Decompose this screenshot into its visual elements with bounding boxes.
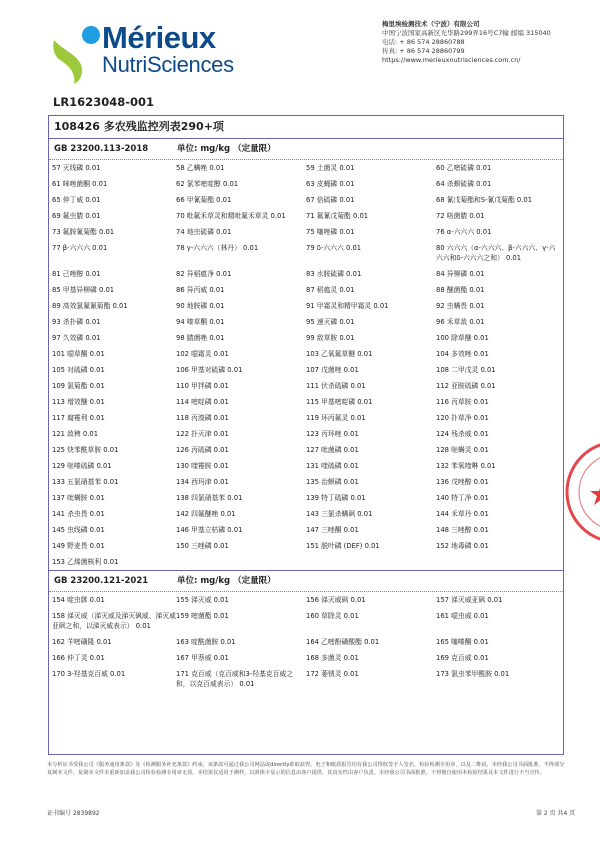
pesticide-item: 162 苄嘧磺隆 0.01 [52,638,112,646]
pesticide-item: 160 草除灵 0.01 [306,612,359,620]
company-name: 梅里埃检测技术（宁波）有限公司 [382,20,480,28]
pesticide-item: 124 残杀威 0.01 [436,430,489,438]
pesticide-item: 127 吡菌磷 0.01 [306,446,359,454]
pesticide-item: 81 己唑醇 0.01 [52,270,101,278]
pesticide-item: 109 氯菊酯 0.01 [52,382,105,390]
pesticide-item: 66 甲氰菊酯 0.01 [176,196,232,204]
pesticide-item: 85 甲基异柳磷 0.01 [52,286,115,294]
pesticide-item: 65 仲丁威 0.01 [52,196,101,204]
page-number: 第 2 页 共4 页 [536,810,576,817]
pesticide-item: 62 氯苯嘧啶醇 0.01 [176,180,239,188]
pesticide-item: 116 丙草胺 0.01 [436,398,489,406]
unit-label: 单位: mg/kg （定量限） [176,576,276,586]
pesticide-item: 88 醚菌酯 0.01 [436,286,485,294]
pesticide-item: 126 丙硫磷 0.01 [176,446,229,454]
pesticide-item: 110 甲拌磷 0.01 [176,382,229,390]
pesticide-item: 139 特丁硫磷 0.01 [306,494,366,502]
leaf-logo-icon [52,36,84,84]
pesticide-item: 94 嗪草酮 0.01 [176,318,225,326]
pesticide-item: 87 稻瘟灵 0.01 [306,286,355,294]
pesticide-item: 123 丙环唑 0.01 [306,430,359,438]
pesticide-item: 95 速灭磷 0.01 [306,318,355,326]
pesticide-item: 158 涕灭威（涕灭威及涕灭砜威、涕灭威亚砜之和，以涕灭威表示） 0.01 [52,612,176,630]
pesticide-item: 137 吡螨胺 0.01 [52,494,105,502]
pesticide-item: 103 乙氧氟草醚 0.01 [306,350,373,358]
pesticide-item: 115 甲基嘧啶磷 0.01 [306,398,373,406]
pesticide-item: 68 氰戊菊酯和S-氰戊菊酯 0.01 [436,196,533,204]
logo-dot-icon [82,26,100,44]
pesticide-item: 74 地虫硫磷 0.01 [176,228,232,236]
pesticide-item: 121 敌稗 0.01 [52,430,99,438]
pesticide-item: 82 异稻瘟净 0.01 [176,270,232,278]
pesticide-item: 102 噁霜灵 0.01 [176,350,229,358]
pesticide-item: 77 β-六六六 0.01 [52,244,108,252]
pesticide-item: 131 喹硫磷 0.01 [306,462,359,470]
pesticide-item: 79 δ-六六六 0.01 [306,244,362,252]
pesticide-item: 114 嘧啶磷 0.01 [176,398,229,406]
company-info [382,20,551,65]
pesticide-item: 92 虫螨畏 0.01 [436,302,485,310]
pesticide-item: 172 萎锈灵 0.01 [306,670,359,678]
pesticide-item: 105 对硫磷 0.01 [52,366,105,374]
pesticide-item: 64 杀螟硫磷 0.01 [436,180,492,188]
pesticide-table [48,115,564,755]
pesticide-item: 78 γ-六六六（林丹） 0.01 [176,244,259,252]
pesticide-item: 76 α-六六六 0.01 [436,228,492,236]
pesticide-item: 128 哒螨灵 0.01 [436,446,489,454]
pesticide-item: 135 治螟磷 0.01 [306,478,359,486]
pesticide-item: 159 嘧菌酯 0.01 [176,612,229,620]
pesticide-item: 84 异柳磷 0.01 [436,270,485,278]
pesticide-item: 148 三唑醇 0.01 [436,526,489,534]
section-header-1 [49,139,563,160]
pesticide-item: 170 3-羟基克百威 0.01 [52,670,126,678]
pesticide-item: 100 除草醚 0.01 [436,334,489,342]
pesticide-item: 156 涕灭威砜 0.01 [306,596,366,604]
pesticide-item: 118 丙溴磷 0.01 [176,414,229,422]
section-header-2 [49,570,563,592]
pesticide-item: 98 腈菌唑 0.01 [176,334,225,342]
pesticide-item: 104 多效唑 0.01 [436,350,489,358]
standard-code: GB 23200.113-2018 [54,144,149,154]
pesticide-item: 69 氟虫腈 0.01 [52,212,101,220]
pesticide-item: 149 野麦畏 0.01 [52,542,105,550]
pesticide-item: 145 虫线磷 0.01 [52,526,105,534]
pesticide-item: 150 三唑磷 0.01 [176,542,229,550]
pesticide-item: 86 异丙威 0.01 [176,286,225,294]
standard-code: GB 23200.121-2021 [54,576,149,586]
pesticide-item: 169 克百威 0.01 [436,654,489,662]
pesticide-item: 90 地胺磷 0.01 [176,302,225,310]
pesticide-item: 129 哒嗪硫磷 0.01 [52,462,112,470]
pesticide-item: 119 环丙氟灵 0.01 [306,414,366,422]
pesticide-item: 171 克百威（克百威和3-羟基克百威之和，以克百威表示） 0.01 [176,670,294,688]
pesticide-item: 112 亚胺硫磷 0.01 [436,382,496,390]
pesticide-item: 89 高效氯氟氰菊酯 0.01 [52,302,128,310]
company-address: 中国宁波国家高新区光华路299弄16号C7幢 邮编 315040 [382,29,551,37]
pesticide-item: 113 增效醚 0.01 [52,398,105,406]
logo-text-merieux: Mérieux [102,20,216,55]
pesticide-item: 140 特丁净 0.01 [436,494,489,502]
pesticide-item: 63 皮蝇磷 0.01 [306,180,355,188]
pesticide-item: 67 倍硫磷 0.01 [306,196,355,204]
pesticide-item: 161 噁虫威 0.01 [436,612,489,620]
pesticide-item: 61 咪唑菌酮 0.01 [52,180,108,188]
pesticide-item: 133 五氯硝基苯 0.01 [52,478,119,486]
pesticide-item: 75 噻唑磷 0.01 [306,228,355,236]
pesticide-item: 136 戊唑醇 0.01 [436,478,489,486]
pesticide-item: 60 乙嘧硫磷 0.01 [436,164,492,172]
pesticide-item: 166 仲丁灵 0.01 [52,654,105,662]
pesticide-item: 164 乙嘧酚磺酸酯 0.01 [306,638,380,646]
pesticide-item: 107 戊菌唑 0.01 [306,366,359,374]
pesticide-item: 80 六六六（α-六六六、β-六六六、γ-六六六和δ-六六六之和） 0.01 [436,244,556,262]
pesticide-item: 72 咯菌腈 0.01 [436,212,485,220]
pesticide-item: 120 扑草净 0.01 [436,414,489,422]
pesticide-item: 154 啶虫脒 0.01 [52,596,105,604]
pesticide-item: 57 灭线磷 0.01 [52,164,101,172]
pesticide-item: 93 杀扑磷 0.01 [52,318,101,326]
pesticide-item: 146 甲基立枯磷 0.01 [176,526,243,534]
pesticide-item: 97 久效磷 0.01 [52,334,101,342]
company-phone: 电话: + 86 574 28860788 [382,38,465,46]
pesticide-item: 71 氟氰戊菊酯 0.01 [306,212,369,220]
company-website[interactable]: https://www.merieuxnutrisciences.com.cn/ [382,56,521,64]
pesticide-item: 130 喹霉胺 0.01 [176,462,229,470]
pesticide-item: 143 三氯杀螨砜 0.01 [306,510,373,518]
pesticide-item: 125 炔苯酰草胺 0.01 [52,446,119,454]
company-fax: 传真: + 86 574 28860799 [382,47,465,55]
pesticide-item: 138 四氯硝基苯 0.01 [176,494,243,502]
official-seal-stamp [562,432,600,552]
certificate-number: 证书编号 2839892 [47,810,100,817]
pesticide-item: 151 脱叶磷 (DEF) 0.01 [306,542,380,550]
section-grid-1 [49,160,563,570]
pesticide-item: 163 啶酰菌胺 0.01 [176,638,236,646]
pesticide-item: 152 地毒磷 0.01 [436,542,489,550]
pesticide-item: 173 氯虫苯甲酰胺 0.01 [436,670,510,678]
company-logo [52,20,234,84]
section-grid-2 [49,592,563,692]
table-title: 108426 多农残监控列表290+项 [49,116,563,139]
pesticide-item: 144 禾草丹 0.01 [436,510,489,518]
pesticide-item: 111 伏杀硫磷 0.01 [306,382,366,390]
logo-text-nutrisciences: NutriSciences [102,52,234,77]
pesticide-item: 108 二甲戊灵 0.01 [436,366,496,374]
pesticide-item: 141 杀虫畏 0.01 [52,510,105,518]
pesticide-item: 91 甲霜灵和精甲霜灵 0.01 [306,302,389,310]
pesticide-item: 122 扑灭津 0.01 [176,430,229,438]
pesticide-item: 134 西玛津 0.01 [176,478,229,486]
pesticide-item: 73 氟胺氰菊酯 0.01 [52,228,115,236]
unit-label: 单位: mg/kg （定量限） [176,144,276,154]
pesticide-item: 165 噻嗪酮 0.01 [436,638,489,646]
pesticide-item: 157 涕灭威亚砜 0.01 [436,596,503,604]
pesticide-item: 153 乙烯菌核利 0.01 [52,558,119,566]
pesticide-item: 117 腐霉利 0.01 [52,414,105,422]
pesticide-item: 132 苯氧喹啉 0.01 [436,462,496,470]
disclaimer-text: 本分析证书受我公司《服务通用条款》及《检测服务补充条款》约束，该条款可通过我公司网站或directly索取获得。电子和纸质报告均有我公司授权签字人签名、检验检测专用章，以及二维码，未经我公司书面批准，不得部分复制本文件。复制本文件未重新加盖我公司检验检测专用章无效。本结果仅适用于测样，以斜体字显示的信息由客户提供，其真实性由客户负责。未经我公司书面批准，不得擅自使用本检验结果及本文件进行不当宣传。 [47,762,565,776]
pesticide-item: 70 吡氟禾草灵和精吡氟禾草灵 0.01 [176,212,286,220]
pesticide-item: 58 乙螨唑 0.01 [176,164,225,172]
pesticide-item: 96 禾草敌 0.01 [436,318,485,326]
pesticide-item: 155 涕灭威 0.01 [176,596,229,604]
pesticide-item: 168 多菌灵 0.01 [306,654,359,662]
pesticide-item: 147 三唑酮 0.01 [306,526,359,534]
pesticide-item: 142 四氟醚唑 0.01 [176,510,236,518]
pesticide-item: 99 敌草胺 0.01 [306,334,355,342]
pesticide-item: 167 甲萘威 0.01 [176,654,229,662]
pesticide-item: 59 土菌灵 0.01 [306,164,355,172]
pesticide-item: 83 水胺硫磷 0.01 [306,270,362,278]
pesticide-item: 101 噁草酮 0.01 [52,350,105,358]
report-id: LR1623048-001 [53,95,154,109]
pesticide-item: 106 甲基对硫磷 0.01 [176,366,243,374]
